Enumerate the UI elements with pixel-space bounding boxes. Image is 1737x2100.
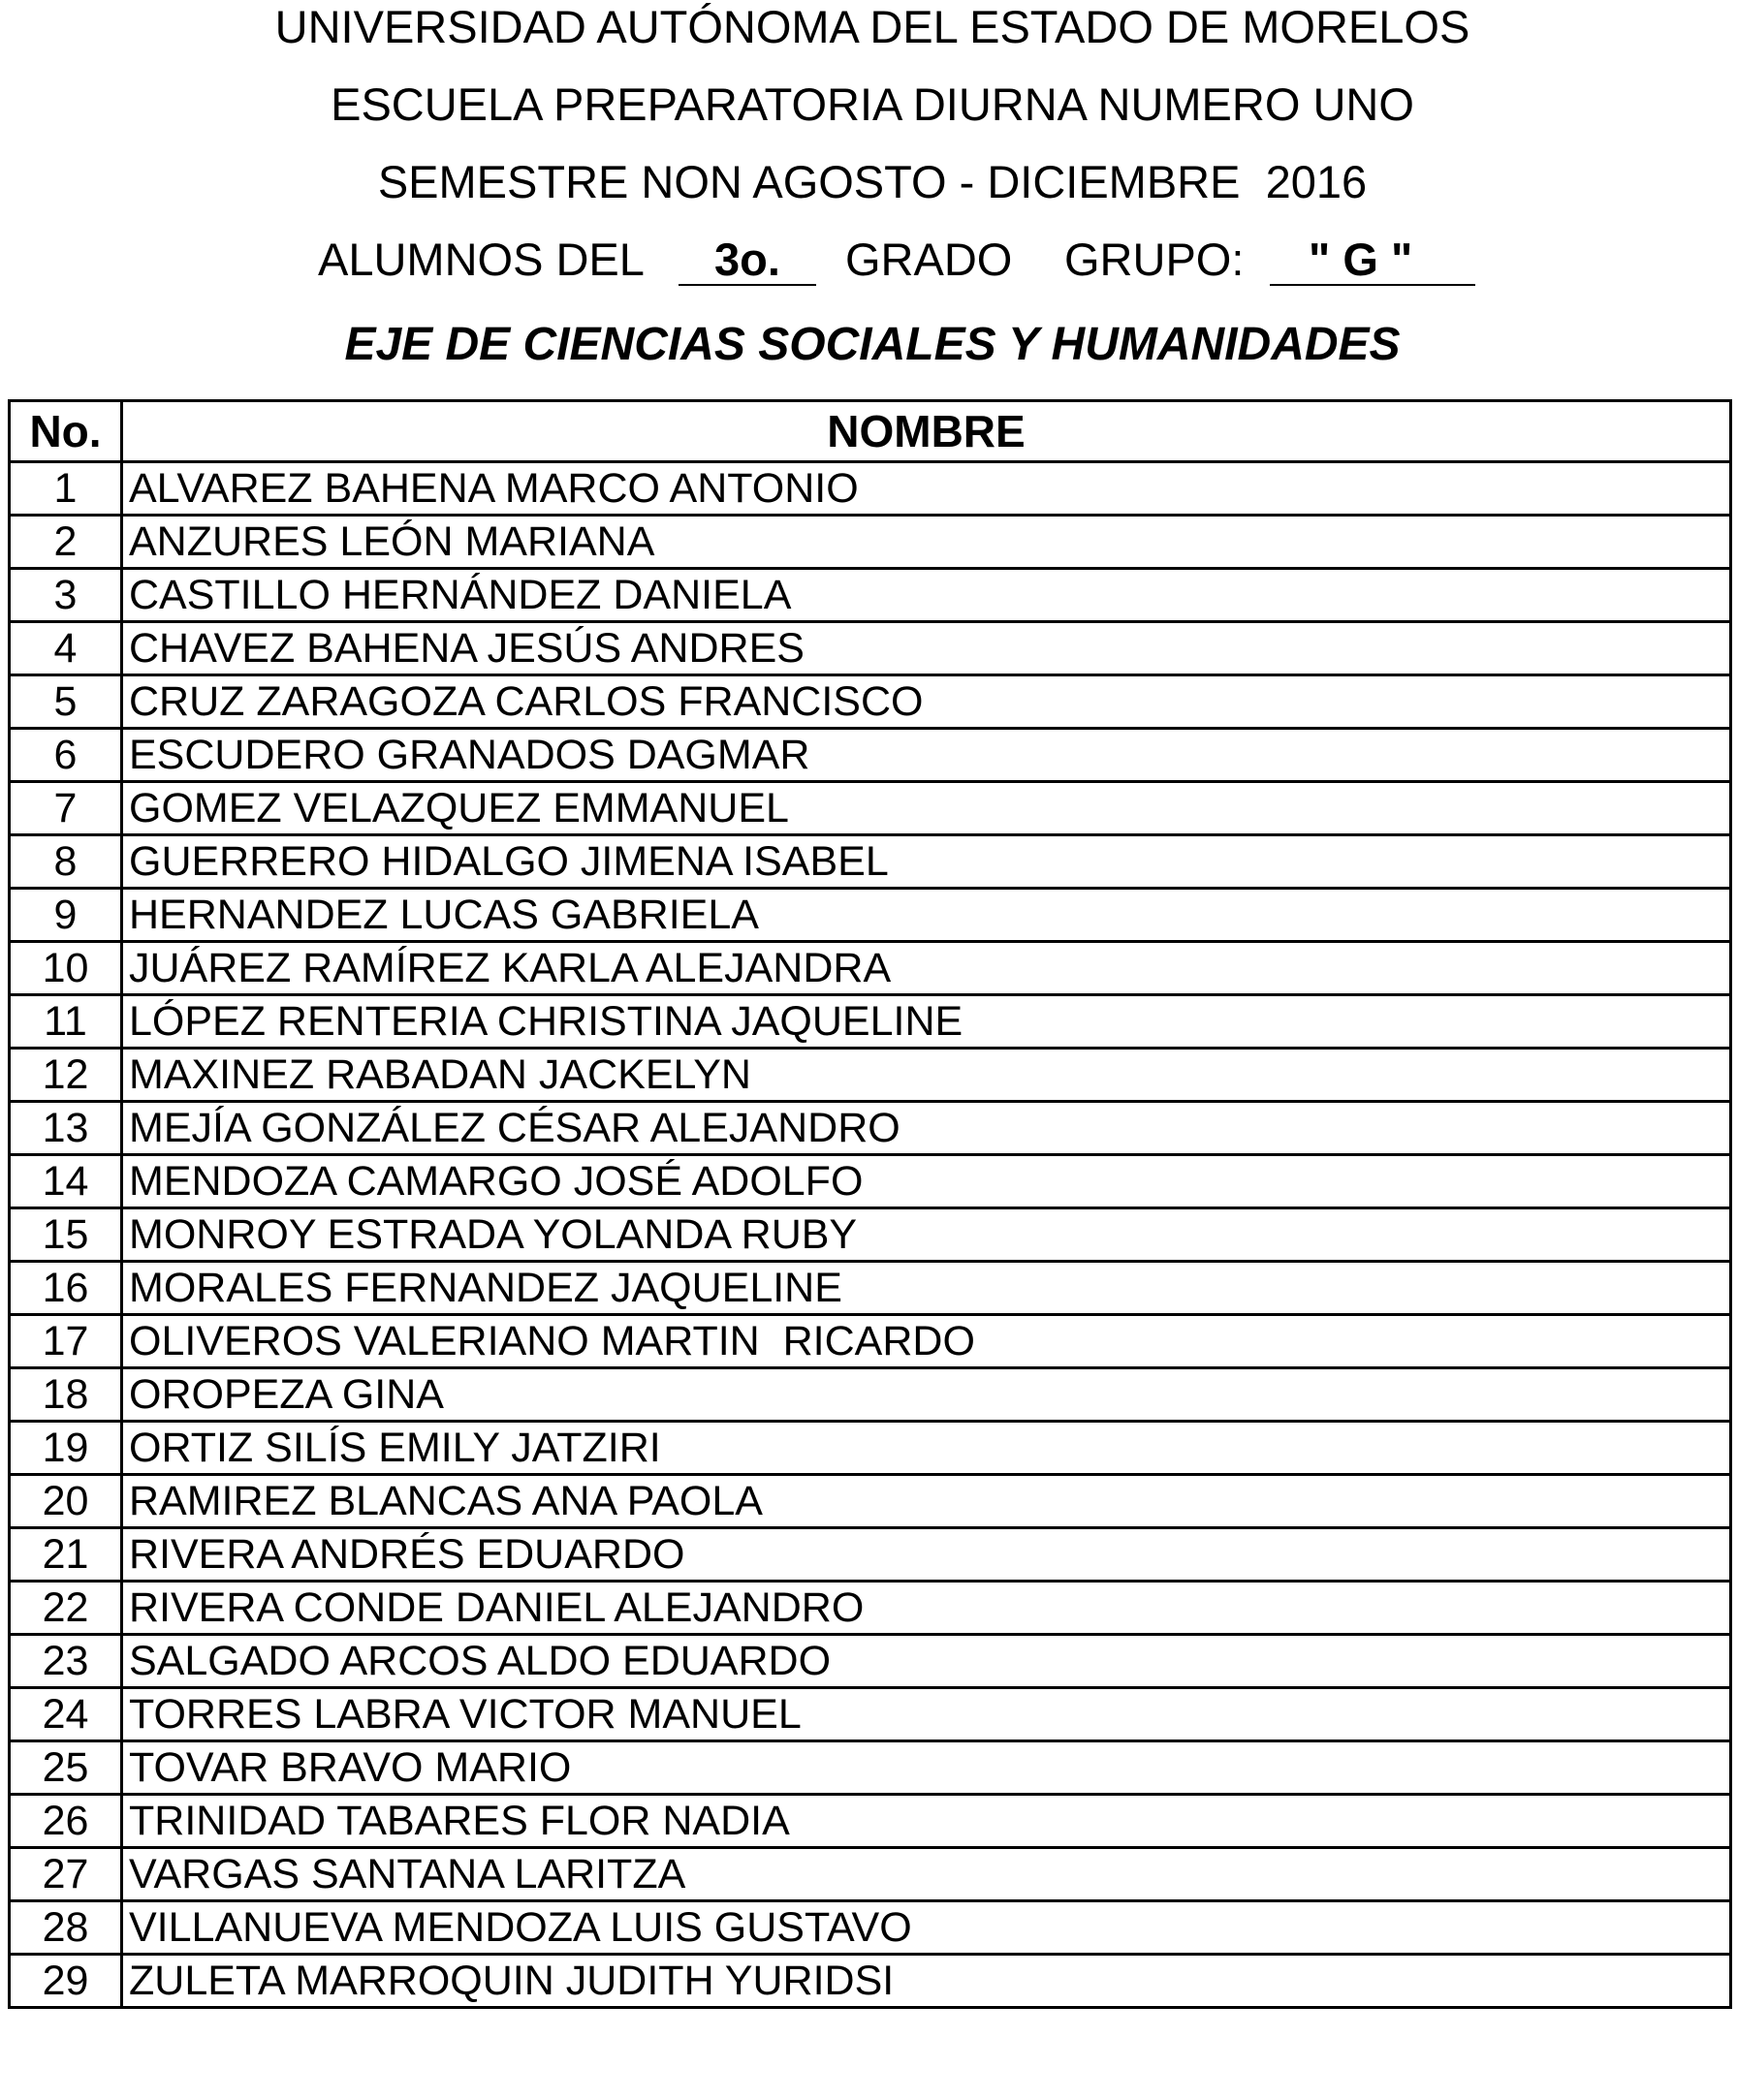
table-row xyxy=(10,942,1731,995)
grade-value: 3o. xyxy=(679,233,816,286)
student-name: MORALES FERNANDEZ JAQUELINE xyxy=(122,1262,1731,1315)
student-name: RIVERA ANDRÉS EDUARDO xyxy=(122,1528,1731,1582)
row-number: 27 xyxy=(10,1848,122,1901)
student-name: OLIVEROS VALERIANO MARTIN RICARDO xyxy=(122,1315,1731,1368)
student-name: MAXINEZ RABADAN JACKELYN xyxy=(122,1049,1731,1102)
student-name: RAMIREZ BLANCAS ANA PAOLA xyxy=(122,1475,1731,1528)
row-number: 26 xyxy=(10,1795,122,1848)
row-number: 12 xyxy=(10,1049,122,1102)
row-number: 19 xyxy=(10,1422,122,1475)
table-header-row xyxy=(10,401,1731,462)
row-number: 23 xyxy=(10,1635,122,1688)
table-row xyxy=(10,1368,1731,1422)
table-row xyxy=(10,995,1731,1049)
column-header-name: NOMBRE xyxy=(122,401,1731,462)
roster-body xyxy=(10,462,1731,2008)
table-row xyxy=(10,1475,1731,1528)
student-name: GOMEZ VELAZQUEZ EMMANUEL xyxy=(122,782,1731,835)
student-name: OROPEZA GINA xyxy=(122,1368,1731,1422)
table-row xyxy=(10,1582,1731,1635)
table-row xyxy=(10,729,1731,782)
student-name: MENDOZA CAMARGO JOSÉ ADOLFO xyxy=(122,1155,1731,1208)
row-number: 14 xyxy=(10,1155,122,1208)
student-name: ORTIZ SILÍS EMILY JATZIRI xyxy=(122,1422,1731,1475)
table-row xyxy=(10,1688,1731,1741)
school-title: ESCUELA PREPARATORIA DIURNA NUMERO UNO xyxy=(331,78,1414,130)
table-row xyxy=(10,889,1731,942)
row-number: 11 xyxy=(10,995,122,1049)
table-row xyxy=(10,1741,1731,1795)
table-row xyxy=(10,835,1731,889)
row-number: 1 xyxy=(10,462,122,516)
student-name: VARGAS SANTANA LARITZA xyxy=(122,1848,1731,1901)
student-name: VILLANUEVA MENDOZA LUIS GUSTAVO xyxy=(122,1901,1731,1955)
table-row xyxy=(10,622,1731,675)
student-name: MEJÍA GONZÁLEZ CÉSAR ALEJANDRO xyxy=(122,1102,1731,1155)
group-label: GRUPO: xyxy=(1064,234,1245,285)
row-number: 29 xyxy=(10,1955,122,2008)
table-row xyxy=(10,1102,1731,1155)
table-row xyxy=(10,782,1731,835)
students-label: ALUMNOS DEL xyxy=(318,234,645,285)
student-name: CASTILLO HERNÁNDEZ DANIELA xyxy=(122,569,1731,622)
table-row xyxy=(10,1901,1731,1955)
table-row xyxy=(10,1049,1731,1102)
row-number: 10 xyxy=(10,942,122,995)
table-row xyxy=(10,569,1731,622)
table-row xyxy=(10,516,1731,569)
student-roster-table xyxy=(8,399,1732,2009)
student-name: SALGADO ARCOS ALDO EDUARDO xyxy=(122,1635,1731,1688)
student-name: MONROY ESTRADA YOLANDA RUBY xyxy=(122,1208,1731,1262)
row-number: 8 xyxy=(10,835,122,889)
table-row xyxy=(10,1848,1731,1901)
row-number: 25 xyxy=(10,1741,122,1795)
axis-title: EJE DE CIENCIAS SOCIALES Y HUMANIDADES xyxy=(344,319,1401,370)
student-name: ZULETA MARROQUIN JUDITH YURIDSI xyxy=(122,1955,1731,2008)
group-value: " G " xyxy=(1270,233,1475,286)
student-name: ANZURES LEÓN MARIANA xyxy=(122,516,1731,569)
table-row xyxy=(10,1422,1731,1475)
student-name: RIVERA CONDE DANIEL ALEJANDRO xyxy=(122,1582,1731,1635)
table-row xyxy=(10,1155,1731,1208)
table-row xyxy=(10,1635,1731,1688)
student-name: CRUZ ZARAGOZA CARLOS FRANCISCO xyxy=(122,675,1731,729)
row-number: 17 xyxy=(10,1315,122,1368)
semester-title: SEMESTRE NON AGOSTO - DICIEMBRE 2016 xyxy=(377,156,1368,207)
row-number: 13 xyxy=(10,1102,122,1155)
row-number: 2 xyxy=(10,516,122,569)
row-number: 6 xyxy=(10,729,122,782)
table-row xyxy=(10,462,1731,516)
row-number: 20 xyxy=(10,1475,122,1528)
student-name: ALVAREZ BAHENA MARCO ANTONIO xyxy=(122,462,1731,516)
row-number: 5 xyxy=(10,675,122,729)
row-number: 24 xyxy=(10,1688,122,1741)
table-row xyxy=(10,1955,1731,2008)
row-number: 21 xyxy=(10,1528,122,1582)
student-name: JUÁREZ RAMÍREZ KARLA ALEJANDRA xyxy=(122,942,1731,995)
table-row xyxy=(10,1315,1731,1368)
row-number: 4 xyxy=(10,622,122,675)
table-row xyxy=(10,1208,1731,1262)
student-name: TORRES LABRA VICTOR MANUEL xyxy=(122,1688,1731,1741)
row-number: 18 xyxy=(10,1368,122,1422)
university-title: UNIVERSIDAD AUTÓNOMA DEL ESTADO DE MORELOS xyxy=(274,1,1470,52)
student-name: GUERRERO HIDALGO JIMENA ISABEL xyxy=(122,835,1731,889)
grade-label: GRADO xyxy=(845,234,1013,285)
column-header-number: No. xyxy=(10,401,122,462)
student-name: TRINIDAD TABARES FLOR NADIA xyxy=(122,1795,1731,1848)
table-row xyxy=(10,1262,1731,1315)
row-number: 16 xyxy=(10,1262,122,1315)
row-number: 15 xyxy=(10,1208,122,1262)
table-row xyxy=(10,1528,1731,1582)
table-row xyxy=(10,1795,1731,1848)
student-name: CHAVEZ BAHENA JESÚS ANDRES xyxy=(122,622,1731,675)
student-name: TOVAR BRAVO MARIO xyxy=(122,1741,1731,1795)
student-name: ESCUDERO GRANADOS DAGMAR xyxy=(122,729,1731,782)
student-name: LÓPEZ RENTERIA CHRISTINA JAQUELINE xyxy=(122,995,1731,1049)
row-number: 3 xyxy=(10,569,122,622)
row-number: 9 xyxy=(10,889,122,942)
row-number: 22 xyxy=(10,1582,122,1635)
student-name: HERNANDEZ LUCAS GABRIELA xyxy=(122,889,1731,942)
row-number: 7 xyxy=(10,782,122,835)
table-row xyxy=(10,675,1731,729)
row-number: 28 xyxy=(10,1901,122,1955)
